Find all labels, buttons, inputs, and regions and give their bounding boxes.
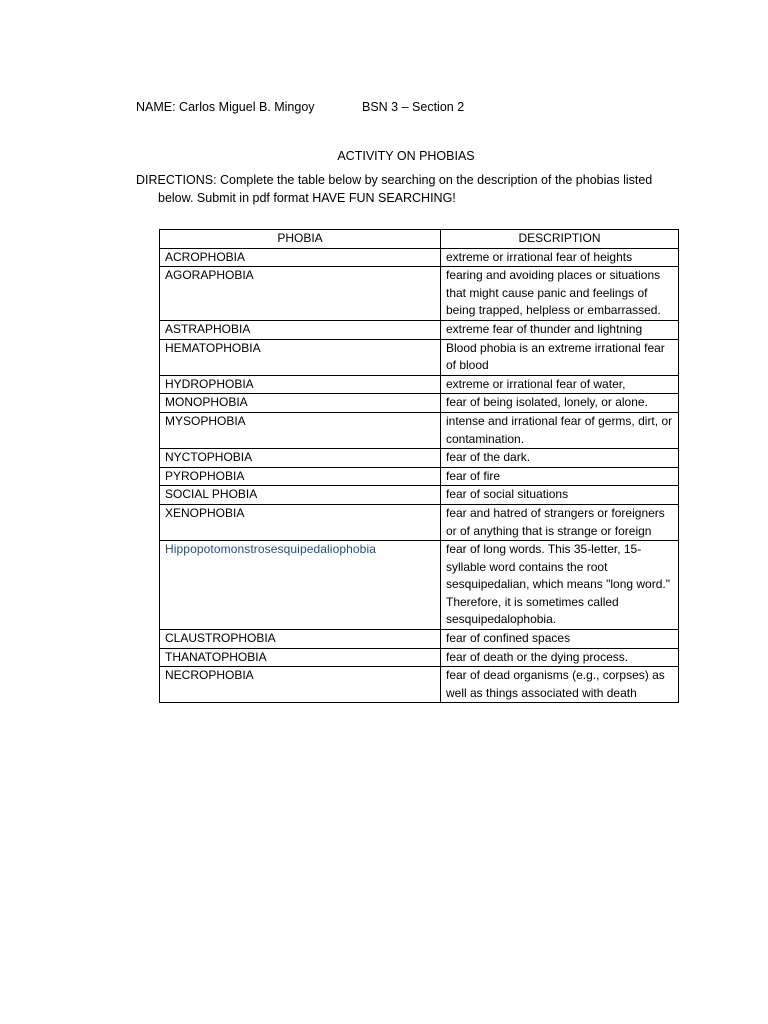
table-row bbox=[160, 320, 679, 339]
phobia-cell: PYROPHOBIA bbox=[160, 467, 441, 486]
phobia-cell: SOCIAL PHOBIA bbox=[160, 486, 441, 505]
directions-text: DIRECTIONS: Complete the table below by searching on the description of the phobias listed below. Submit in pdf format HAVE FUN SEARCHING! bbox=[136, 173, 653, 205]
table-row bbox=[160, 630, 679, 649]
description-cell: fear of the dark. bbox=[441, 449, 679, 468]
section-label: BSN 3 – Section 2 bbox=[362, 100, 465, 114]
table-header-row bbox=[160, 230, 679, 249]
description-cell: extreme fear of thunder and lightning bbox=[441, 320, 679, 339]
description-cell: fear of confined spaces bbox=[441, 630, 679, 649]
activity-title: ACTIVITY ON PHOBIAS bbox=[337, 149, 475, 163]
description-cell: fear of fire bbox=[441, 467, 679, 486]
phobia-cell: MONOPHOBIA bbox=[160, 394, 441, 413]
table-row bbox=[160, 394, 679, 413]
phobia-cell: MYSOPHOBIA bbox=[160, 412, 441, 448]
table-row bbox=[160, 412, 679, 448]
description-cell: fear of being isolated, lonely, or alone. bbox=[441, 394, 679, 413]
phobia-cell: XENOPHOBIA bbox=[160, 504, 441, 540]
student-name: NAME: Carlos Miguel B. Mingoy bbox=[136, 100, 315, 114]
header-phobia: PHOBIA bbox=[160, 230, 441, 249]
phobia-cell: ACROPHOBIA bbox=[160, 248, 441, 267]
description-cell: Blood phobia is an extreme irrational fear of blood bbox=[441, 339, 679, 375]
phobia-cell: NECROPHOBIA bbox=[160, 667, 441, 703]
description-cell: extreme or irrational fear of heights bbox=[441, 248, 679, 267]
table-row bbox=[160, 449, 679, 468]
table-row bbox=[160, 375, 679, 394]
phobia-table bbox=[159, 229, 679, 703]
description-cell: fear and hatred of strangers or foreigners or of anything that is strange or foreign bbox=[441, 504, 679, 540]
phobia-cell: Hippopotomonstrosesquipedaliophobia bbox=[160, 541, 441, 630]
description-cell: extreme or irrational fear of water, bbox=[441, 375, 679, 394]
description-cell: intense and irrational fear of germs, dirt, or contamination. bbox=[441, 412, 679, 448]
phobia-cell: THANATOPHOBIA bbox=[160, 648, 441, 667]
table-row bbox=[160, 541, 679, 630]
phobia-cell: CLAUSTROPHOBIA bbox=[160, 630, 441, 649]
description-cell: fear of long words. This 35-letter, 15-syllable word contains the root sesquipedalian, which means "long word." Therefore, it is sometimes called sesquipedalophobia. bbox=[441, 541, 679, 630]
header-description: DESCRIPTION bbox=[441, 230, 679, 249]
table-row bbox=[160, 504, 679, 540]
table-row bbox=[160, 648, 679, 667]
table-row bbox=[160, 267, 679, 321]
table-row bbox=[160, 248, 679, 267]
table-row bbox=[160, 467, 679, 486]
phobia-cell: HYDROPHOBIA bbox=[160, 375, 441, 394]
description-cell: fear of death or the dying process. bbox=[441, 648, 679, 667]
description-cell: fear of social situations bbox=[441, 486, 679, 505]
table-row bbox=[160, 486, 679, 505]
description-cell: fearing and avoiding places or situations that might cause panic and feelings of being trapped, helpless or embarrassed. bbox=[441, 267, 679, 321]
table-row bbox=[160, 667, 679, 703]
table-row bbox=[160, 339, 679, 375]
phobia-cell: HEMATOPHOBIA bbox=[160, 339, 441, 375]
phobia-cell: ASTRAPHOBIA bbox=[160, 320, 441, 339]
phobia-cell: NYCTOPHOBIA bbox=[160, 449, 441, 468]
description-cell: fear of dead organisms (e.g., corpses) as well as things associated with death bbox=[441, 667, 679, 703]
phobia-cell: AGORAPHOBIA bbox=[160, 267, 441, 321]
